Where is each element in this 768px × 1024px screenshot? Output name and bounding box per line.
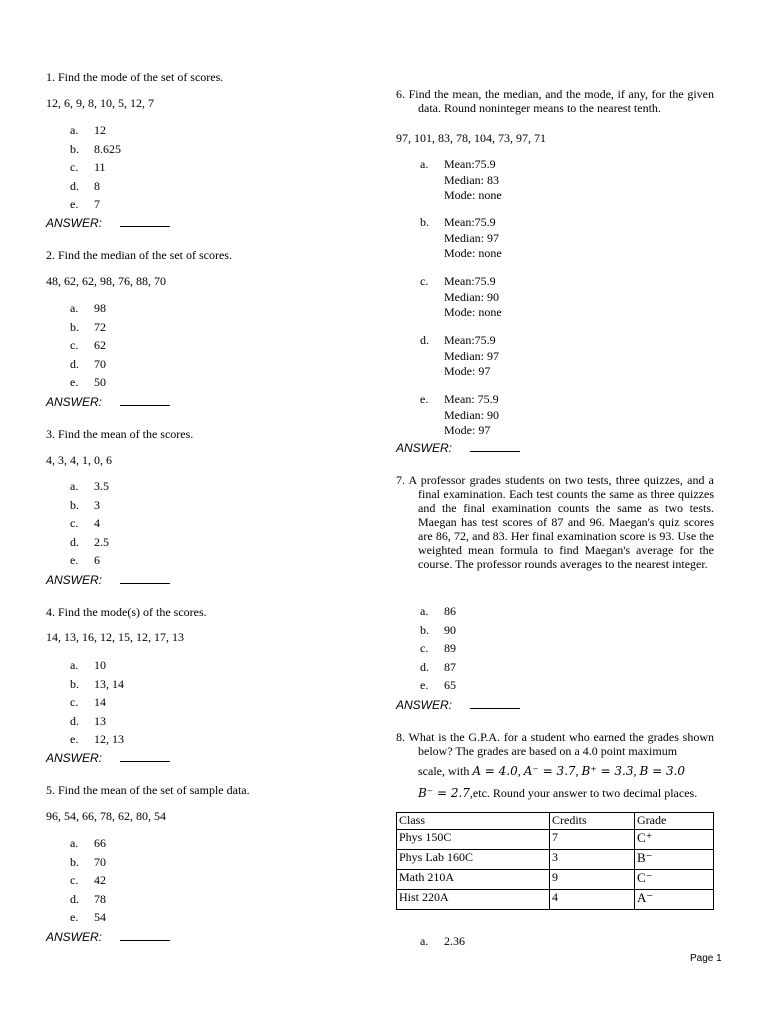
question-2 <box>46 248 376 262</box>
choice-list <box>70 301 106 394</box>
column-header: Credits <box>550 813 635 830</box>
answer-blank[interactable] <box>120 216 170 227</box>
question-data: 4, 3, 4, 1, 0, 6 <box>46 453 112 467</box>
answer-line <box>46 395 170 409</box>
choice-item[interactable]: e. 7 <box>70 197 100 212</box>
choice-item[interactable]: c. 14 <box>70 695 106 710</box>
class-cell: Phys Lab 160C <box>397 850 550 870</box>
math-b: B = 3.0 <box>639 764 686 778</box>
choice-item[interactable]: d. 70 <box>70 356 106 371</box>
choice-item[interactable]: a. 98 <box>70 301 106 315</box>
choice-item[interactable]: c. 62 <box>70 338 106 353</box>
choice-item[interactable]: b. 72 <box>70 319 106 334</box>
question-3 <box>46 427 376 441</box>
answer-label: ANSWER: <box>46 395 103 409</box>
credits-cell: 4 <box>550 890 635 910</box>
question-stem: 2. Find the median of the set of scores. <box>46 248 232 262</box>
answer-label: ANSWER: <box>46 751 103 765</box>
question-data: 96, 54, 66, 78, 62, 80, 54 <box>46 809 166 823</box>
choice-item[interactable]: b. 90 <box>420 622 456 637</box>
choice-list <box>70 658 124 751</box>
grade-cell: C⁺ <box>635 830 714 850</box>
class-cell: Hist 220A <box>397 890 550 910</box>
math-a-minus: A⁻ = 3.7 <box>523 764 576 778</box>
answer-label: ANSWER: <box>46 930 103 944</box>
choice-list <box>70 479 109 572</box>
column-header: Class <box>397 813 550 830</box>
column-header: Grade <box>635 813 714 830</box>
question-data: 97, 101, 83, 78, 104, 73, 97, 71 <box>396 131 546 145</box>
grade-scale-line: scale, with A = 4.0, A⁻ = 3.7, B⁺ = 3.3, B = 3.0 <box>418 764 686 778</box>
question-5 <box>46 783 376 797</box>
choice-item[interactable]: a. 86 <box>420 604 456 618</box>
question-stem: 1. Find the mode of the set of scores. <box>46 70 224 84</box>
choice-item[interactable]: c. 42 <box>70 873 106 888</box>
page-number: Page 1 <box>690 953 722 964</box>
grade-cell: B⁻ <box>635 850 714 870</box>
class-cell: Phys 150C <box>397 830 550 850</box>
choice-item[interactable]: a. 3.5 <box>70 479 109 493</box>
question-1 <box>46 70 376 84</box>
math-b-plus: B⁺ = 3.3 <box>581 764 634 778</box>
choice-item[interactable]: d. 78 <box>70 891 106 906</box>
table-row <box>397 850 714 870</box>
choice-list <box>70 123 121 216</box>
choice-item[interactable]: b. 8.625 <box>70 141 121 156</box>
table-header-row <box>397 813 714 830</box>
question-6 <box>396 87 714 115</box>
answer-blank[interactable] <box>120 930 170 941</box>
math-b-minus: B⁻ = 2.7 <box>418 786 470 800</box>
question-8 <box>396 730 714 758</box>
choice-item[interactable]: a. 12 <box>70 123 106 137</box>
question-data: 12, 6, 9, 8, 10, 5, 12, 7 <box>46 96 154 110</box>
question-4 <box>46 605 376 619</box>
choice-item[interactable]: d. 8 <box>70 178 100 193</box>
answer-line <box>46 216 170 230</box>
choice-list <box>420 604 456 697</box>
answer-blank[interactable] <box>470 698 520 709</box>
choice-item[interactable]: d. 13 <box>70 713 106 728</box>
question-stem: 4. Find the mode(s) of the scores. <box>46 605 207 619</box>
choice-item[interactable]: a. 2.36 <box>420 934 465 948</box>
choice-item[interactable]: b. 13, 14 <box>70 676 124 691</box>
question-data: 14, 13, 16, 12, 15, 12, 17, 13 <box>46 630 184 644</box>
choice-item[interactable]: d. 2.5 <box>70 534 109 549</box>
choice-item[interactable]: e. 50 <box>70 375 106 390</box>
answer-blank[interactable] <box>120 395 170 406</box>
question-stem: 6. Find the mean, the median, and the mode, if any, for the given data. Round noninteger means to the nearest tenth. <box>396 87 714 115</box>
choice-item[interactable]: d. 87 <box>420 659 456 674</box>
choice-item[interactable]: c. 89 <box>420 641 456 656</box>
table-row <box>397 890 714 910</box>
question-stem: 5. Find the mean of the set of sample data. <box>46 783 250 797</box>
choice-item[interactable]: e. 6 <box>70 553 100 568</box>
answer-blank[interactable] <box>470 441 520 452</box>
choice-item[interactable]: b. 3 <box>70 497 100 512</box>
question-stem: 7. A professor grades students on two tests, three quizzes, and a final examination. Each test counts the same as three quizzes and the final examination counts the same as two tests. Maegan has test scores of 87 and 96. Maegan's quiz scores are 86, 72, and 83. Her final examination score is 93. Use the weighted mean formula to find Maegan's average for the course. The professor rounds averages to the nearest integer. <box>396 473 714 571</box>
choice-item[interactable]: e. 65 <box>420 678 456 693</box>
answer-line <box>46 573 170 587</box>
credits-cell: 3 <box>550 850 635 870</box>
answer-label: ANSWER: <box>46 573 103 587</box>
answer-line <box>396 698 520 712</box>
answer-label: ANSWER: <box>46 216 103 230</box>
grade-cell: A⁻ <box>635 890 714 910</box>
answer-blank[interactable] <box>120 751 170 762</box>
credits-cell: 7 <box>550 830 635 850</box>
answer-label: ANSWER: <box>396 441 453 455</box>
question-stem: 3. Find the mean of the scores. <box>46 427 194 441</box>
choice-item[interactable]: e. 54 <box>70 910 106 925</box>
choice-item[interactable]: c. 11 <box>70 160 106 175</box>
choice-list <box>70 836 106 929</box>
choice-item[interactable]: b. 70 <box>70 854 106 869</box>
choice-item[interactable]: e. 12, 13 <box>70 732 124 747</box>
table-row <box>397 830 714 850</box>
choice-item[interactable]: c. 4 <box>70 516 100 531</box>
choice-item[interactable]: a. 10 <box>70 658 106 672</box>
answer-label: ANSWER: <box>396 698 453 712</box>
answer-line <box>46 930 170 944</box>
answer-blank[interactable] <box>120 573 170 584</box>
grade-scale-line-2: B⁻ = 2.7,etc. Round your answer to two decimal places. <box>418 786 698 800</box>
class-cell: Math 210A <box>397 870 550 890</box>
answer-line <box>46 751 170 765</box>
grade-cell: C⁻ <box>635 870 714 890</box>
math-a: A = 4.0 <box>472 764 518 778</box>
answer-line <box>396 441 520 455</box>
table-row <box>397 870 714 890</box>
choice-item[interactable]: a. 66 <box>70 836 106 850</box>
question-7 <box>396 473 714 571</box>
credits-cell: 9 <box>550 870 635 890</box>
question-data: 48, 62, 62, 98, 76, 88, 70 <box>46 274 166 288</box>
grades-table <box>396 812 714 910</box>
question-stem: 8. What is the G.P.A. for a student who earned the grades shown below? The grades are based on a 4.0 point maximum <box>396 730 714 758</box>
